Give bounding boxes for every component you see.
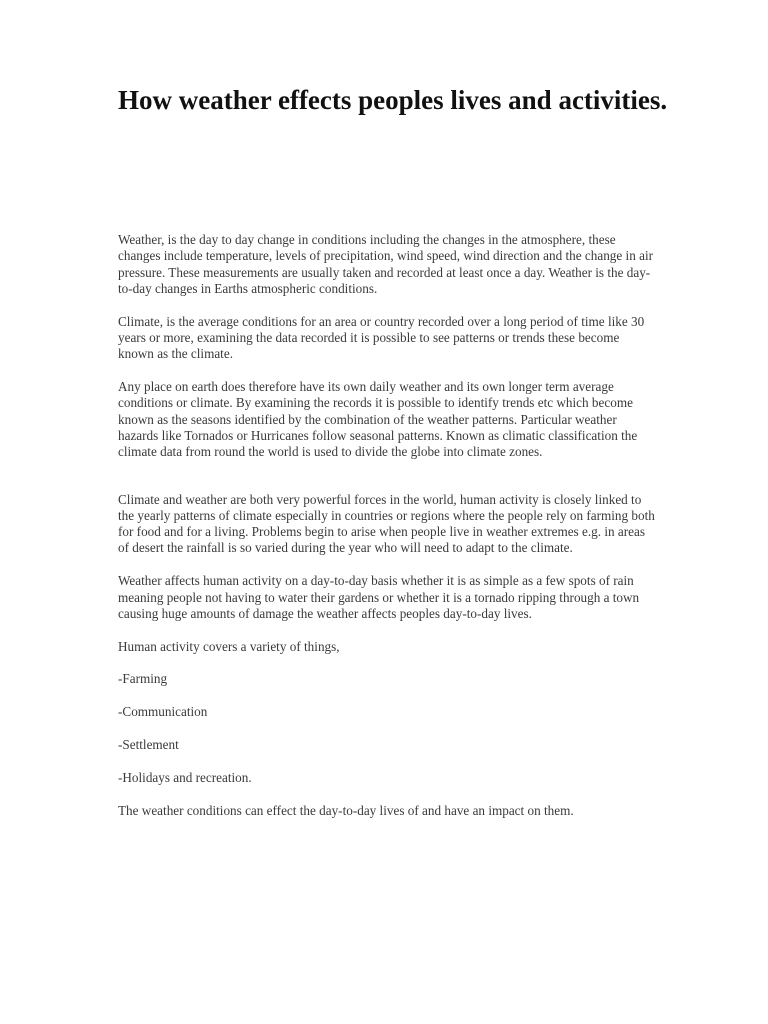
paragraph-climate-zones: Any place on earth does therefore have its own daily weather and its own longer term average conditions or climate. By examining the records it is possible to identify trends etc which become known as the seasons identified by the combination of the weather patterns. Particular weather hazards like Tornados or Hurricanes follow seasonal patterns. Known as climatic classification the climate data from round the world is used to divide the globe into climate zones. (118, 379, 638, 460)
list-item-settlement: -Settlement (118, 737, 179, 753)
document-title: How weather effects peoples lives and activities. (118, 85, 668, 115)
list-item-communication: -Communication (118, 704, 208, 720)
paragraph-activity-intro: Human activity covers a variety of things, (118, 638, 340, 654)
paragraph-human-activity-link: Climate and weather are both very powerful forces in the world, human activity is closely linked to the yearly patterns of climate especially in countries or regions where the people rely on farming both for food and for a living. Problems begin to arise when people live in weather extremes e.g. in areas of desert the rainfall is so varied during the year who will need to adapt to the climate. (118, 491, 655, 556)
paragraph-conclusion: The weather conditions can effect the day-to-day lives of and have an impact on them. (118, 802, 574, 818)
paragraph-weather-definition: Weather, is the day to day change in conditions including the changes in the atmosphere, these changes include temperature, levels of precipitation, wind speed, wind direction and the change in air pressure. These measurements are usually taken and recorded at least once a day. Weather is the day-to-day changes in Earths atmospheric conditions. (118, 232, 654, 296)
list-item-farming: -Farming (118, 671, 168, 687)
document-body (118, 232, 658, 835)
list-item-holidays: -Holidays and recreation. (118, 769, 252, 785)
paragraph-climate-definition: Climate, is the average conditions for an area or country recorded over a long period of time like 30 years or more, examining the data recorded it is possible to see patterns or trends these become known as the climate. (118, 313, 645, 362)
paragraph-day-to-day-effects: Weather affects human activity on a day-to-day basis whether it is as simple as a few spots of rain meaning people not having to water their gardens or whether it is a tornado ripping through a town causing huge amounts of damage the weather affects peoples day-to-day lives. (118, 573, 640, 621)
